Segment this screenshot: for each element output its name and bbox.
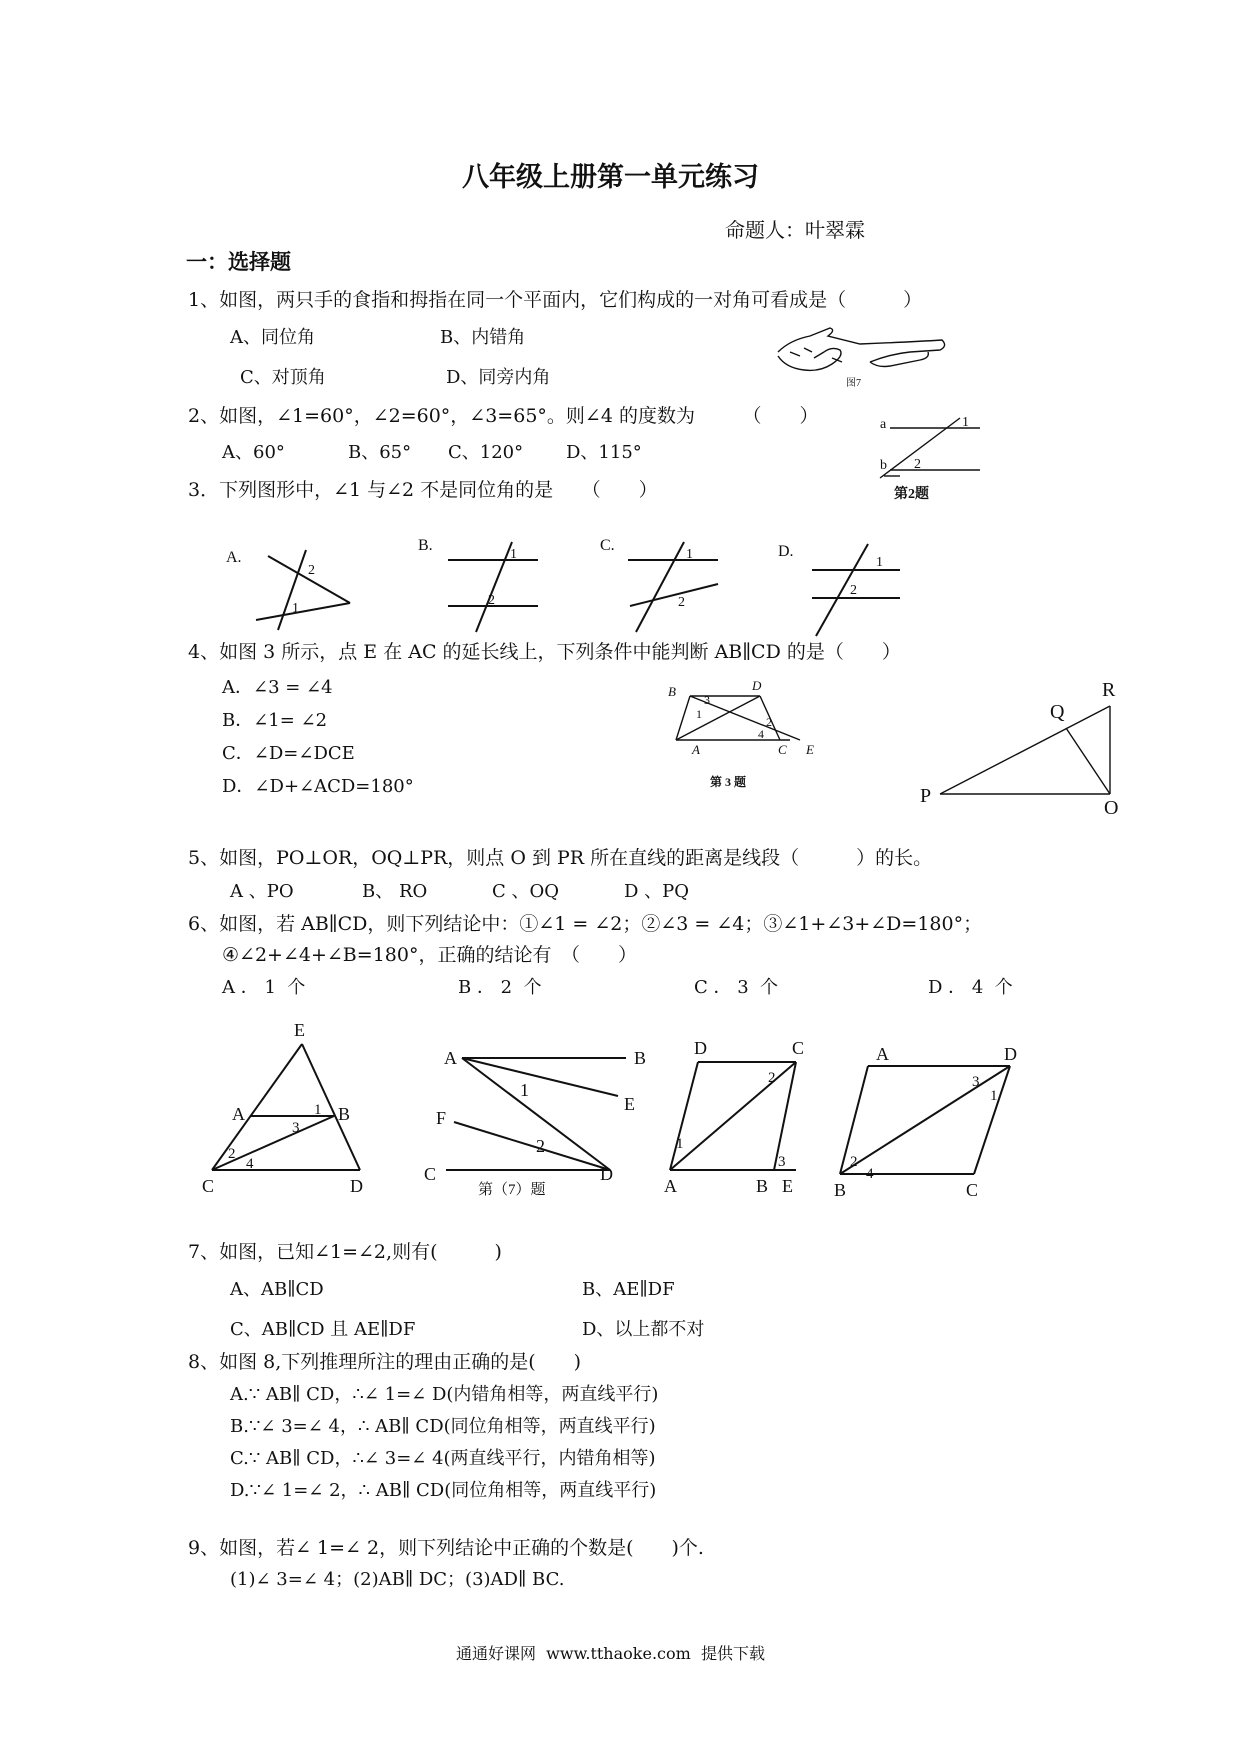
q6-option-c: C ． 3 个 — [694, 977, 779, 998]
fig4-point-c: C — [966, 1180, 979, 1200]
fig1-point-c: C — [202, 1176, 215, 1196]
q3-c-angle-1: 1 — [686, 547, 693, 562]
fig3-parallelogram — [664, 1038, 804, 1196]
fig2-point-f: F — [436, 1108, 447, 1128]
q1-fig-caption: 图7 — [846, 378, 861, 389]
q1-option-b: B、内错角 — [440, 327, 526, 348]
q1-hands-figure — [770, 322, 950, 388]
fig1-point-b: B — [338, 1104, 351, 1124]
q2-label-b: b — [880, 458, 887, 473]
q3-figures — [220, 528, 920, 638]
q3-b-angle-2: 2 — [488, 593, 495, 608]
q2-angle-1: 1 — [962, 415, 969, 430]
fig4-point-a: A — [876, 1044, 889, 1064]
q2-option-d: D、115° — [566, 442, 642, 463]
q4-option-b: B．∠1= ∠2 — [222, 710, 328, 731]
q4-stem: 4、如图 3 所示，点 E 在 AC 的延长线上，下列条件中能判断 AB∥CD 的是（ ） — [188, 641, 901, 663]
fig4-point-d: D — [1004, 1044, 1017, 1064]
q4-fig-caption: 第 3 题 — [710, 775, 747, 789]
q3-figure-a — [226, 549, 350, 630]
fig1-point-d: D — [350, 1176, 363, 1196]
q2-fig-caption: 第2题 — [894, 487, 929, 502]
q3-d-angle-2: 2 — [850, 583, 857, 598]
fig1-angle-3: 3 — [292, 1120, 300, 1136]
q4-angle-1: 1 — [696, 707, 702, 721]
q6-stem: 6、如图，若 AB∥CD，则下列结论中：①∠1 = ∠2；②∠3 = ∠4；③∠1+∠3+∠D=180°； — [188, 913, 983, 935]
q5-point-q: Q — [1050, 701, 1065, 723]
fig2-zigzag — [424, 1048, 646, 1198]
q2-option-c: C、120° — [448, 442, 524, 463]
q3-d-angle-1: 1 — [876, 555, 883, 570]
q8-option-a: A.∵ AB∥ CD，∴∠ 1=∠ D(内错角相等，两直线平行) — [230, 1384, 659, 1405]
fig4-angle-3: 3 — [972, 1074, 980, 1090]
q5-option-c: C 、OQ — [492, 881, 560, 902]
figure-row — [200, 1020, 1060, 1200]
q4-angle-3: 3 — [704, 693, 710, 707]
q5-point-r: R — [1102, 679, 1116, 701]
fig2-angle-1: 1 — [520, 1080, 529, 1100]
q7-option-a: A、AB∥CD — [230, 1279, 324, 1300]
q4-option-c: C．∠D=∠DCE — [222, 743, 355, 764]
fig2-point-e: E — [624, 1094, 635, 1114]
q4-angle-2: 2 — [766, 715, 772, 729]
q6-option-a: A ． 1 个 — [222, 977, 306, 998]
q3-letter-c: C. — [600, 537, 615, 554]
q6-option-b: B ． 2 个 — [458, 977, 542, 998]
fig4-angle-4: 4 — [866, 1166, 874, 1182]
fig2-point-c: C — [424, 1164, 437, 1184]
q1-option-d: D、同旁内角 — [446, 367, 551, 388]
q5-point-p: P — [920, 785, 932, 807]
q3-stem: 3．下列图形中，∠1 与∠2 不是同位角的是 （ ） — [188, 479, 658, 501]
fig2-angle-2: 2 — [536, 1136, 545, 1156]
q4-point-a: A — [692, 742, 700, 757]
q3-figure-d — [778, 543, 900, 636]
q2-option-a: A、60° — [222, 442, 285, 463]
fig3-angle-2: 2 — [768, 1070, 776, 1086]
q9-sub: (1)∠ 3=∠ 4；(2)AB∥ DC；(3)AD∥ BC. — [230, 1569, 565, 1590]
fig1-point-e: E — [294, 1020, 305, 1040]
fig1-triangle — [202, 1020, 363, 1196]
fig1-point-a: A — [232, 1104, 245, 1124]
q3-figure-c — [600, 537, 718, 632]
q3-a-angle-2: 2 — [308, 563, 315, 578]
q7-option-d: D、以上都不对 — [582, 1319, 705, 1340]
q1-option-c: C、对顶角 — [240, 367, 326, 388]
fig2-point-b: B — [634, 1048, 647, 1068]
q5-stem: 5、如图，PO⊥OR，OQ⊥PR，则点 O 到 PR 所在直线的距离是线段（ ）的长。 — [188, 847, 933, 869]
fig3-point-d: D — [694, 1038, 707, 1058]
q5-option-a: A 、PO — [230, 881, 294, 902]
footer-text: 通通好课网 www.tthaoke.com 提供下载 — [456, 1644, 765, 1663]
q4-figure — [668, 678, 838, 792]
fig3-point-a: A — [664, 1176, 677, 1196]
q5-option-b: B、 RO — [362, 881, 428, 902]
q3-c-angle-2: 2 — [678, 595, 685, 610]
q1-option-a: A、同位角 — [230, 327, 315, 348]
q6-option-d: D ． 4 个 — [928, 977, 1013, 998]
fig2-point-a: A — [444, 1048, 457, 1068]
page-title: 八年级上册第一单元练习 — [462, 162, 759, 193]
q8-option-d: D.∵∠ 1=∠ 2，∴ AB∥ CD(同位角相等，两直线平行) — [230, 1480, 657, 1501]
q8-option-c: C.∵ AB∥ CD，∴∠ 3=∠ 4(两直线平行，内错角相等) — [230, 1448, 656, 1469]
q4-point-e: E — [806, 742, 814, 757]
fig4-parallelogram — [834, 1044, 1017, 1200]
q2-option-b: B、65° — [348, 442, 412, 463]
q1-stem: 1、如图，两只手的食指和拇指在同一个平面内，它们构成的一对角可看成是（ ） — [188, 289, 923, 311]
q7-option-b: B、AE∥DF — [582, 1279, 675, 1300]
q2-stem: 2、如图，∠1=60°，∠2=60°，∠3=65°。则∠4 的度数为 （ ） — [188, 405, 819, 427]
fig3-angle-3: 3 — [778, 1154, 786, 1170]
q5-figure — [910, 676, 1130, 819]
q7-stem: 7、如图，已知∠1=∠2,则有( ) — [188, 1241, 502, 1263]
fig1-angle-4: 4 — [246, 1156, 254, 1172]
fig3-angle-1: 1 — [676, 1136, 684, 1152]
fig4-angle-2: 2 — [850, 1154, 858, 1170]
author-line: 命题人：叶翠霖 — [725, 218, 865, 242]
q4-point-c: C — [778, 742, 787, 757]
q4-point-d: D — [752, 678, 762, 693]
q8-stem: 8、如图 8,下列推理所注的理由正确的是( ) — [188, 1351, 582, 1373]
fig3-point-b: B — [756, 1176, 769, 1196]
q3-letter-a: A. — [226, 549, 242, 566]
q2-figure — [870, 408, 1000, 508]
q6-stem2: ④∠2+∠4+∠B=180°，正确的结论有 （ ） — [222, 944, 637, 966]
q3-a-angle-1: 1 — [292, 601, 299, 616]
q4-point-b: B — [668, 684, 676, 699]
fig4-point-b: B — [834, 1180, 847, 1200]
q9-stem: 9、如图，若∠ 1=∠ 2，则下列结论中正确的个数是( )个. — [188, 1537, 704, 1559]
fig1-angle-2: 2 — [228, 1146, 236, 1162]
q3-letter-d: D. — [778, 543, 794, 560]
fig2-caption: 第（7）题 — [478, 1182, 546, 1198]
q8-option-b: B.∵∠ 3=∠ 4，∴ AB∥ CD(同位角相等，两直线平行) — [230, 1416, 656, 1437]
q4-option-a: A．∠3 = ∠4 — [222, 677, 333, 698]
q4-option-d: D．∠D+∠ACD=180° — [222, 776, 414, 797]
fig2-point-d: D — [600, 1164, 613, 1184]
q5-option-d: D 、PQ — [624, 881, 690, 902]
q4-angle-4: 4 — [758, 727, 764, 741]
section-title: 一：选择题 — [186, 250, 291, 274]
q7-option-c: C、AB∥CD 且 AE∥DF — [230, 1319, 416, 1340]
fig1-angle-1: 1 — [314, 1102, 322, 1118]
fig4-angle-1: 1 — [990, 1088, 998, 1104]
q5-point-o: O — [1104, 797, 1119, 819]
q3-letter-b: B. — [418, 537, 433, 554]
q2-label-a: a — [880, 417, 887, 432]
q3-b-angle-1: 1 — [510, 547, 517, 562]
q2-angle-2: 2 — [914, 457, 921, 472]
q3-figure-b — [418, 537, 538, 632]
fig3-point-e: E — [782, 1176, 793, 1196]
fig3-point-c: C — [792, 1038, 805, 1058]
